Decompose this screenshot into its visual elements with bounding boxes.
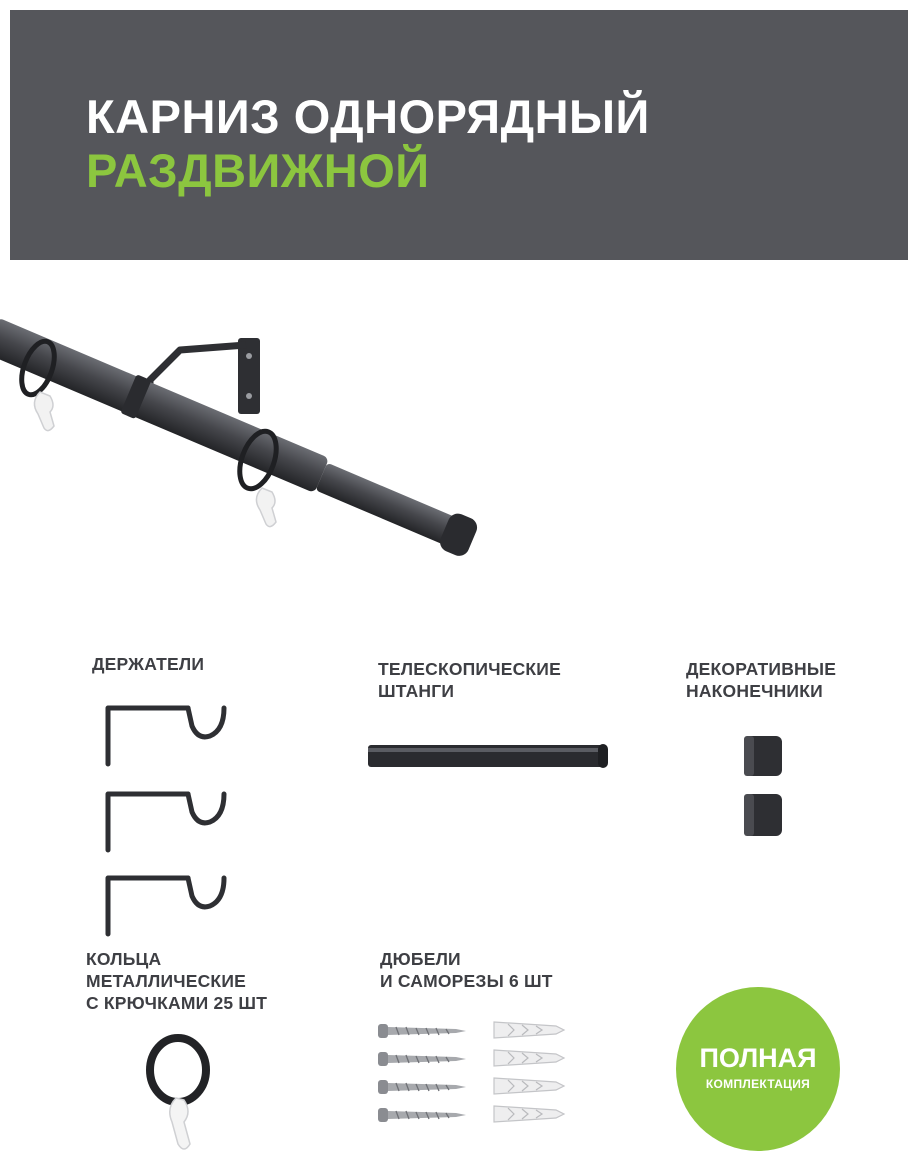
badge-line-2: КОМПЛЕКТАЦИЯ <box>705 1077 811 1091</box>
rings-label: КОЛЬЦА МЕТАЛЛИЧЕСКИЕ С КРЮЧКАМИ 25 ШТ <box>86 949 268 1013</box>
bracket-wall-plate <box>238 338 260 414</box>
badge-line-1: ПОЛНАЯ <box>699 1043 817 1073</box>
ring-icon <box>150 1038 206 1102</box>
page-title <box>86 90 650 198</box>
header-banner <box>10 10 908 260</box>
title-line-2: РАЗДВИЖНОЙ <box>86 144 430 197</box>
hook-left <box>34 392 54 431</box>
curtain-rod-hero-illustration <box>0 300 560 600</box>
bracket-arm <box>150 345 246 390</box>
finial-icon <box>744 736 782 776</box>
bracket-icon <box>108 708 224 764</box>
dowel-icon <box>494 1022 564 1038</box>
screw-icon <box>378 1080 466 1094</box>
dowel-icon <box>494 1106 564 1122</box>
telescopic-rod-illustration <box>366 740 612 774</box>
holders-illustration <box>100 700 240 940</box>
finials-label: ДЕКОРАТИВНЫЕ НАКОНЕЧНИКИ <box>686 659 837 701</box>
fasteners-illustration <box>376 1016 572 1136</box>
finial-icon <box>744 794 782 836</box>
rods-label: ТЕЛЕСКОПИЧЕСКИЕ ШТАНГИ <box>378 659 561 701</box>
hook-icon <box>170 1098 190 1149</box>
bracket-icon <box>108 794 224 850</box>
ring-with-hook-illustration <box>140 1030 220 1162</box>
holders-label: ДЕРЖАТЕЛИ <box>92 654 205 674</box>
screws <box>378 1024 466 1122</box>
rod-inner-tube <box>316 463 457 545</box>
bracket-icon <box>108 878 224 934</box>
screw-icon <box>378 1108 466 1122</box>
title-line-1: КАРНИЗ ОДНОРЯДНЫЙ <box>86 90 650 143</box>
full-set-badge <box>676 987 840 1151</box>
screw-icon <box>378 1024 466 1038</box>
finials-illustration <box>738 732 788 842</box>
dowels <box>494 1022 564 1122</box>
screw-icon <box>378 1052 466 1066</box>
dowel-icon <box>494 1078 564 1094</box>
fasteners-label: ДЮБЕЛИ И САМОРЕЗЫ 6 ШТ <box>380 949 553 991</box>
hook-middle <box>256 488 276 527</box>
dowel-icon <box>494 1050 564 1066</box>
